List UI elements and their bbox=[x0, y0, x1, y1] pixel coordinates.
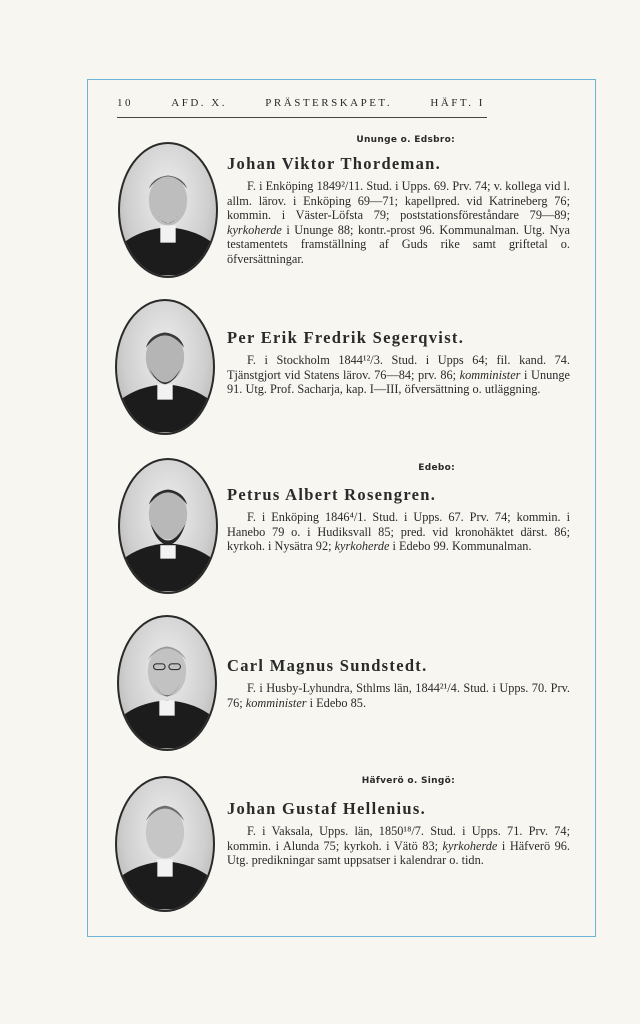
page-number: 10 bbox=[117, 97, 133, 109]
entry-name: Carl Magnus Sundstedt. bbox=[227, 656, 428, 675]
section-heading-hafvero: Häfverö o. Singö: bbox=[361, 776, 455, 786]
portrait-hellenius bbox=[115, 776, 215, 912]
entry-bio: F. i Husby-Lyhundra, Sthlms län, 1844²¹/4. Stud. i Upps. 70. Prv. 76; komminister i Edebo 85. bbox=[227, 681, 570, 710]
portrait-thordeman bbox=[118, 142, 218, 278]
header-rule bbox=[117, 117, 487, 118]
entry-name: Johan Gustaf Hellenius. bbox=[227, 799, 427, 818]
entry-name: Johan Viktor Thordeman. bbox=[227, 154, 442, 173]
portrait-sundstedt bbox=[117, 615, 217, 751]
header-issue: HÄFT. I bbox=[430, 97, 485, 109]
portrait-figure bbox=[120, 460, 216, 592]
entry-segerqvist bbox=[227, 328, 570, 397]
entry-thordeman bbox=[227, 154, 570, 267]
entry-hellenius bbox=[227, 799, 570, 868]
entry-rosengren bbox=[227, 485, 570, 554]
header-title: PRÄSTERSKAPET. bbox=[265, 97, 393, 109]
portrait-segerqvist bbox=[115, 299, 215, 435]
entry-bio: F. i Enköping 1849²/11. Stud. i Upps. 69. Prv. 74; v. kollega vid l. allm. lärov. i Enköping 69—71; kapellpred. vid Katrineberg 76; kommin. i Väster-Löfsta 79; poststationsföreståndare 79—89; kyrkoherde i Ununge 88; kontr.-prost 96. Kommunalman. Utg. Nya testamentets framställning af Guds rike samt griftetal o. öfversättningar. bbox=[227, 179, 570, 266]
section-heading-edebo: Edebo: bbox=[418, 463, 455, 473]
portrait-figure bbox=[117, 301, 213, 433]
portrait-figure bbox=[120, 144, 216, 276]
entry-name: Per Erik Fredrik Segerqvist. bbox=[227, 328, 465, 347]
portrait-figure bbox=[119, 617, 215, 749]
entry-bio: F. i Vaksala, Upps. län, 1850¹⁸/7. Stud. i Upps. 71. Prv. 74; kommin. i Alunda 75; kyrkoh. i Vätö 83; kyrkoherde i Häfverö 96. Utg. predikningar samt uppsatser i kalendrar o. tidn. bbox=[227, 824, 570, 868]
entry-bio: F. i Stockholm 1844¹²/3. Stud. i Upps 64; fil. kand. 74. Tjänstgjort vid Statens lärov. 76—84; prv. 86; komminister i Ununge 91. Utg. Prof. Sacharja, kap. I—III, öfversättning o. utläggning. bbox=[227, 353, 570, 397]
entry-bio: F. i Enköping 1846⁴/1. Stud. i Upps. 67. Prv. 74; kommin. i Hanebo 79 o. i Hudiksvall 85; pred. vid kronohäktet därst. 86; kyrkoh. i Nysätra 92; kyrkoherde i Edebo 99. Kommunalman. bbox=[227, 510, 570, 554]
section-heading-ununge: Ununge o. Edsbro: bbox=[356, 135, 455, 145]
entry-sundstedt bbox=[227, 656, 570, 710]
portrait-rosengren bbox=[118, 458, 218, 594]
running-header bbox=[117, 97, 485, 109]
portrait-figure bbox=[117, 778, 213, 910]
entry-name: Petrus Albert Rosengren. bbox=[227, 485, 437, 504]
header-part: AFD. X. bbox=[171, 97, 227, 109]
